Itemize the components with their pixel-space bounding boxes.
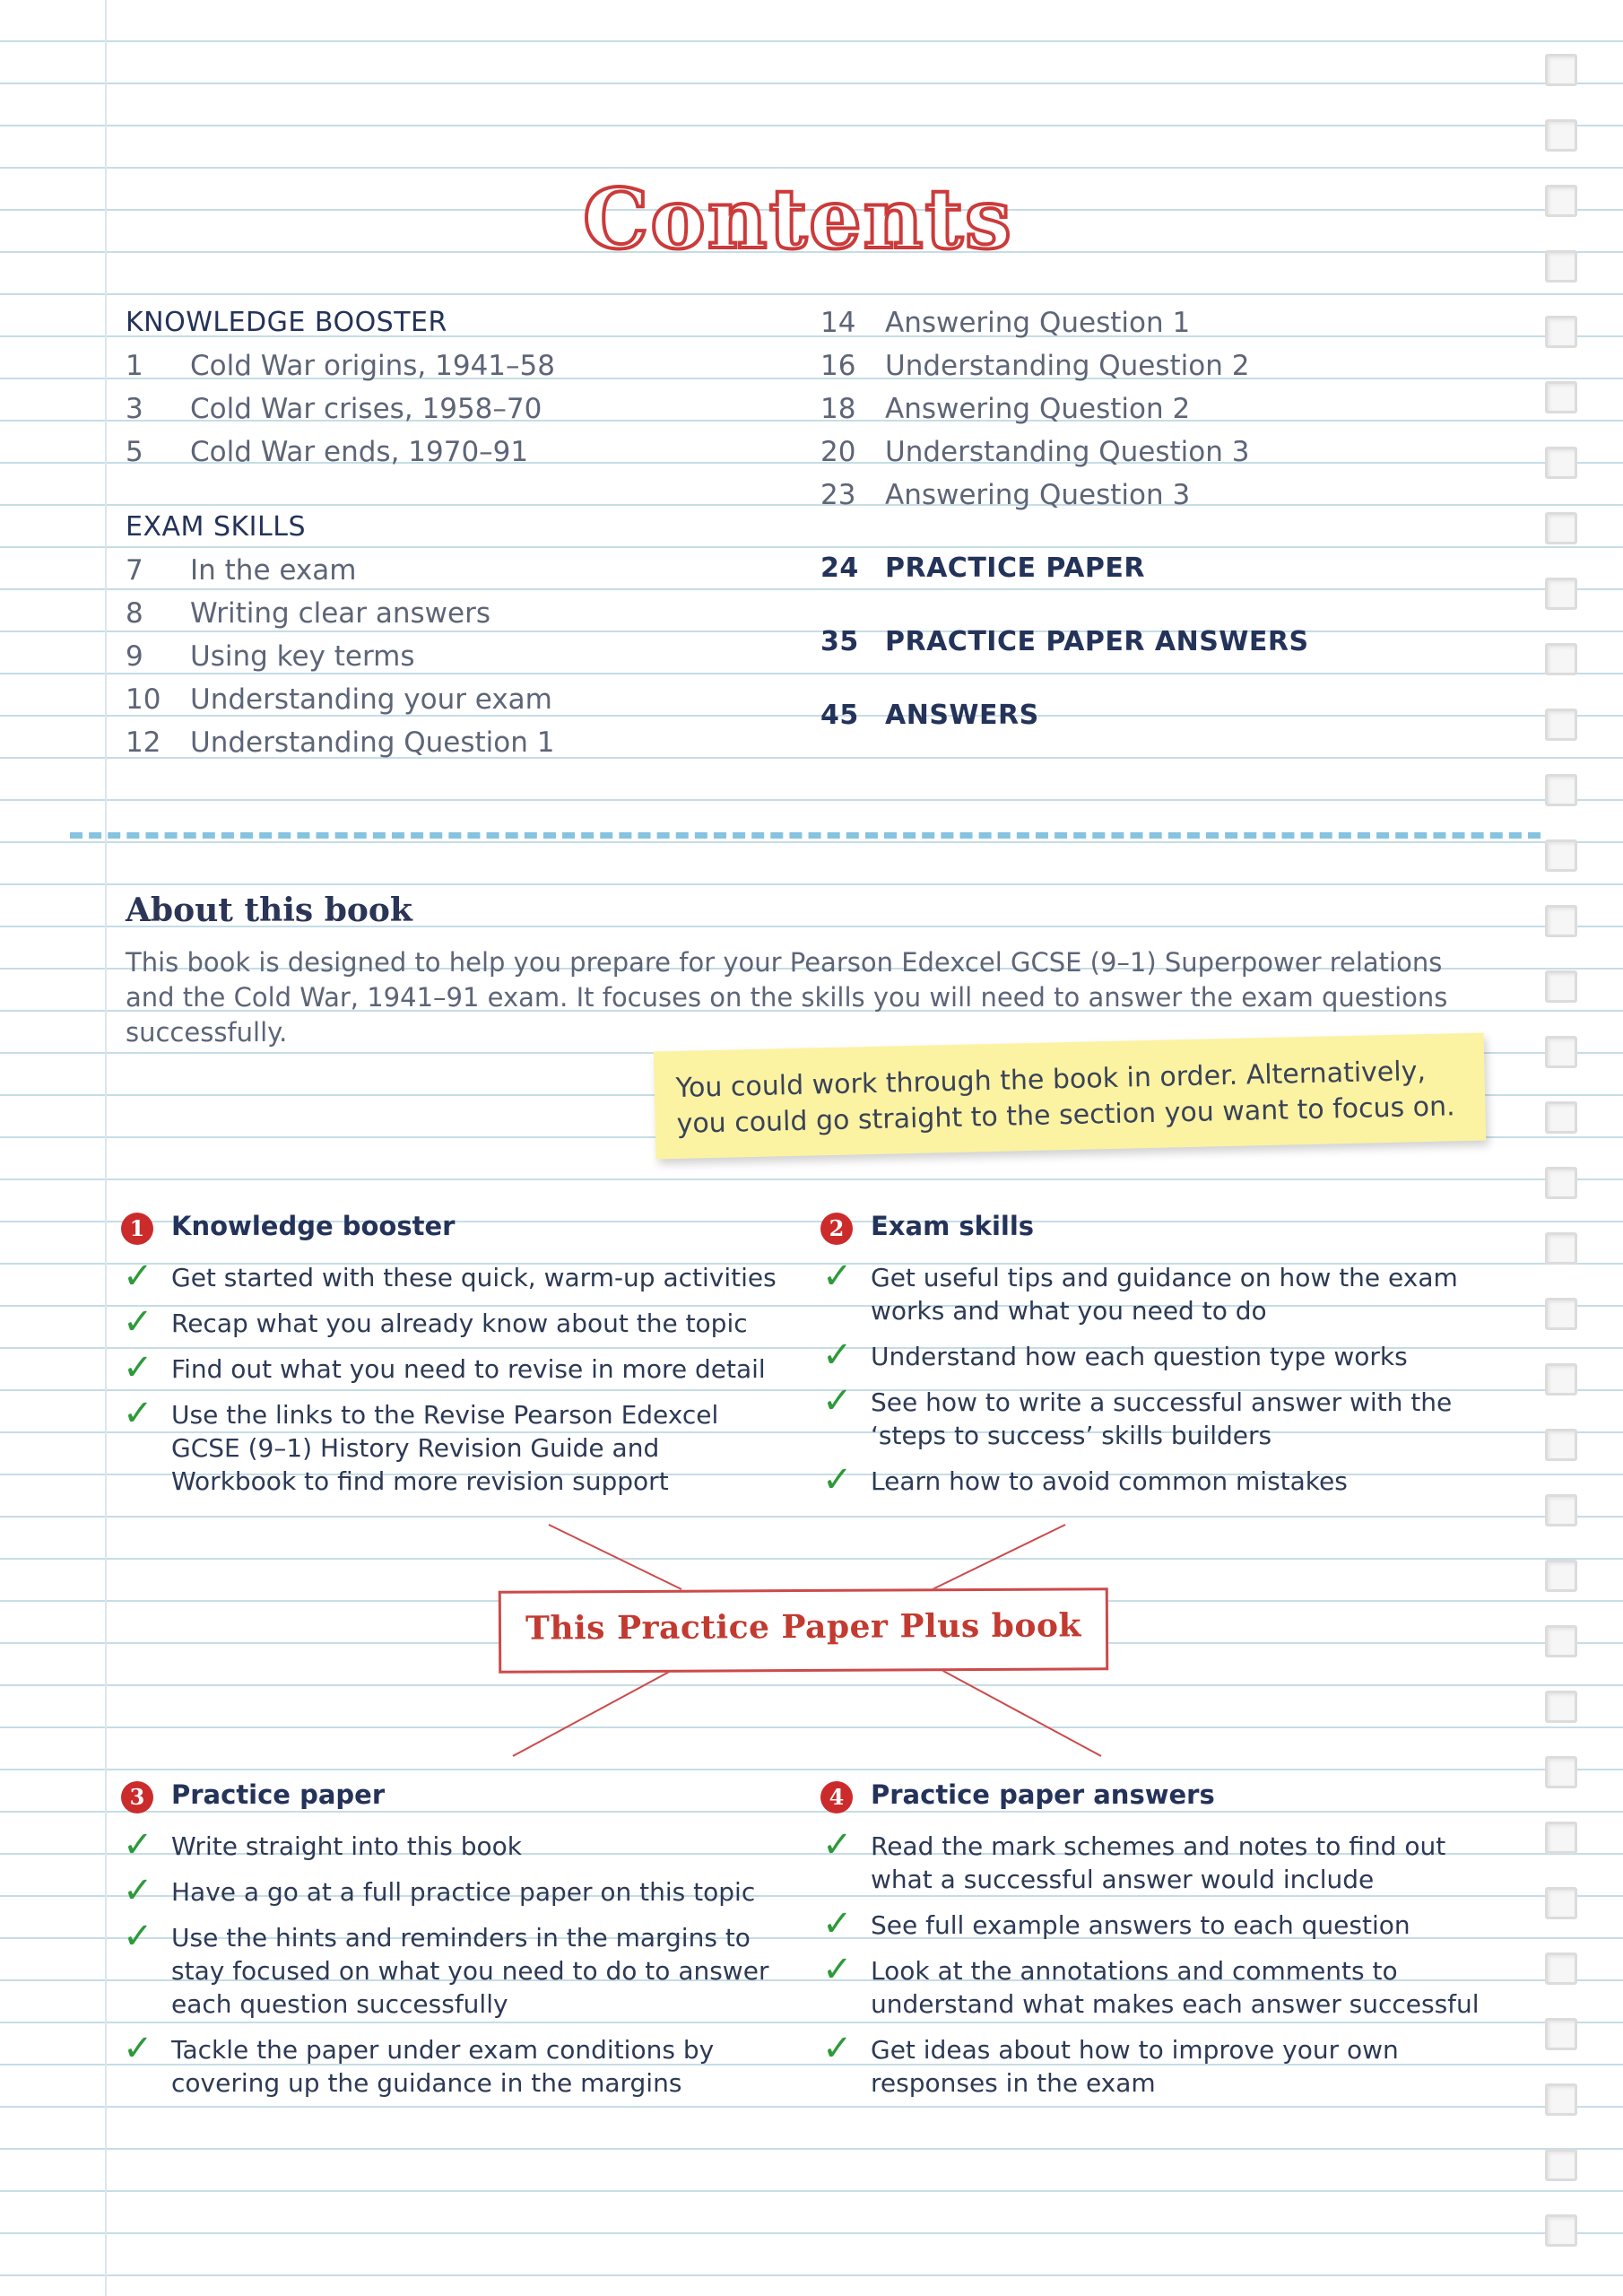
toc-entry[interactable] bbox=[126, 350, 555, 382]
toc-entry-label: Answering Question 2 bbox=[885, 393, 1191, 425]
sticky-note-text: You could work through the book in order. Alternatively, you could go straight to the section you want to focus on. bbox=[675, 1055, 1455, 1140]
toc-page-number: 18 bbox=[820, 393, 856, 425]
toc-entry[interactable] bbox=[126, 726, 554, 759]
toc-entry-label: Cold War crises, 1958–70 bbox=[190, 393, 542, 425]
binding-ring bbox=[1545, 2018, 1577, 2050]
feature-item-text: Find out what you need to revise in more detail bbox=[171, 1354, 766, 1384]
about-text: This book is designed to help you prepare for your Pearson Edexcel GCSE (9–1) Superpower relations and the Cold War, 1941–91 exam. It focuses on the skills you will need to answer the exam questions successfully. bbox=[126, 947, 1448, 1048]
toc-entry-label: Cold War ends, 1970–91 bbox=[190, 436, 529, 468]
toc-page-number: 16 bbox=[820, 350, 856, 382]
binding-ring bbox=[1545, 1494, 1577, 1526]
toc-entry[interactable] bbox=[126, 683, 552, 716]
toc-entry[interactable] bbox=[126, 436, 528, 468]
toc-page-number: 24 bbox=[820, 552, 859, 584]
toc-entry-label: PRACTICE PAPER ANSWERS bbox=[885, 626, 1309, 657]
feature-section-header bbox=[121, 1207, 803, 1248]
feature-item bbox=[820, 1459, 1502, 1500]
feature-section bbox=[820, 1207, 1502, 1498]
binding-ring bbox=[1545, 1363, 1577, 1396]
section-divider bbox=[70, 832, 1541, 839]
feature-item-text: Have a go at a full practice paper on this topic bbox=[171, 1877, 756, 1907]
check-icon: ✓ bbox=[123, 1870, 153, 1911]
feature-item bbox=[820, 1903, 1502, 1944]
toc-major-entry[interactable] bbox=[820, 552, 1145, 584]
feature-item bbox=[121, 1393, 763, 1498]
binding-ring bbox=[1545, 774, 1577, 806]
feature-item-text: See full example answers to each question bbox=[871, 1910, 1410, 1940]
binding-ring bbox=[1545, 2149, 1577, 2181]
toc-page-number: 3 bbox=[126, 393, 143, 425]
feature-item bbox=[121, 1916, 799, 2021]
toc-page-number: 7 bbox=[126, 554, 143, 587]
binding-ring bbox=[1545, 2083, 1577, 2116]
binding-ring bbox=[1545, 1887, 1577, 1919]
feature-item bbox=[121, 2028, 763, 2100]
sticky-note bbox=[654, 1033, 1486, 1160]
toc-entry-label: In the exam bbox=[190, 554, 357, 587]
binding-ring bbox=[1545, 2214, 1577, 2247]
toc-entry-label: PRACTICE PAPER bbox=[885, 552, 1145, 584]
toc-entry[interactable] bbox=[126, 597, 490, 630]
banner-line bbox=[513, 1670, 673, 1756]
section-number-badge: 4 bbox=[820, 1781, 853, 1813]
check-icon: ✓ bbox=[123, 1393, 153, 1434]
toc-page-number: 10 bbox=[126, 683, 161, 716]
feature-item-text: Recap what you already know about the topic bbox=[171, 1309, 748, 1338]
binding-ring bbox=[1545, 1232, 1577, 1265]
feature-item bbox=[121, 1347, 803, 1388]
feature-section-header bbox=[820, 1207, 1502, 1248]
toc-page-number: 12 bbox=[126, 726, 161, 759]
feature-section bbox=[820, 1776, 1502, 2100]
feature-item-text: Look at the annotations and comments to understand what makes each answer successful bbox=[871, 1956, 1480, 2019]
binding-ring bbox=[1545, 1560, 1577, 1592]
toc-entry[interactable] bbox=[126, 640, 415, 673]
toc-entry-label: Understanding Question 1 bbox=[190, 726, 555, 759]
binding-ring bbox=[1545, 1167, 1577, 1199]
binding-ring bbox=[1545, 1298, 1577, 1330]
feature-item bbox=[121, 1301, 803, 1343]
toc-entry[interactable] bbox=[820, 307, 1190, 339]
feature-section-header bbox=[820, 1776, 1502, 1817]
binding-ring bbox=[1545, 1036, 1577, 1068]
binding-ring bbox=[1545, 119, 1577, 152]
toc-page-number: 8 bbox=[126, 597, 143, 630]
check-icon: ✓ bbox=[822, 1949, 853, 1990]
feature-item-text: Get started with these quick, warm-up activities bbox=[171, 1263, 777, 1292]
toc-page-number: 1 bbox=[126, 350, 143, 382]
binding-ring bbox=[1545, 381, 1577, 413]
toc-entry[interactable] bbox=[820, 393, 1190, 425]
check-icon: ✓ bbox=[123, 1347, 153, 1388]
binding-ring bbox=[1545, 316, 1577, 348]
feature-section-title: Knowledge booster bbox=[171, 1211, 456, 1241]
binding-ring bbox=[1545, 970, 1577, 1003]
feature-item bbox=[820, 1824, 1480, 1896]
toc-section-heading: KNOWLEDGE BOOSTER bbox=[126, 307, 447, 338]
check-icon: ✓ bbox=[822, 1335, 853, 1376]
toc-page-number: 9 bbox=[126, 640, 143, 673]
feature-section-title: Practice paper answers bbox=[871, 1779, 1215, 1810]
toc-entry[interactable] bbox=[126, 393, 542, 425]
feature-item bbox=[820, 1335, 1502, 1376]
binding-ring bbox=[1545, 1625, 1577, 1657]
toc-page-number: 45 bbox=[820, 700, 859, 731]
toc-entry-label: Writing clear answers bbox=[190, 597, 491, 630]
binding-ring bbox=[1545, 709, 1577, 741]
banner-line bbox=[942, 1670, 1101, 1756]
toc-entry-label: Answering Question 1 bbox=[885, 307, 1191, 339]
check-icon: ✓ bbox=[123, 1916, 153, 1957]
binding-ring bbox=[1545, 512, 1577, 544]
toc-page-number: 20 bbox=[820, 436, 856, 468]
toc-entry-label: Understanding Question 3 bbox=[885, 436, 1250, 468]
feature-item bbox=[820, 1256, 1480, 1327]
feature-item bbox=[820, 1949, 1498, 2021]
banner-line bbox=[933, 1525, 1065, 1589]
check-icon: ✓ bbox=[822, 1824, 853, 1866]
toc-entry-label: Cold War origins, 1941–58 bbox=[190, 350, 555, 382]
toc-major-entry[interactable] bbox=[820, 700, 1039, 731]
binding-ring bbox=[1545, 1756, 1577, 1788]
feature-item-text: Use the hints and reminders in the margins to stay focused on what you need to do to answer each question successfully bbox=[171, 1923, 769, 2019]
binding-ring bbox=[1545, 1822, 1577, 1854]
binding-ring bbox=[1545, 1952, 1577, 1985]
feature-section-header bbox=[121, 1776, 803, 1817]
binding-ring bbox=[1545, 54, 1577, 86]
feature-item-text: Get useful tips and guidance on how the exam works and what you need to do bbox=[871, 1263, 1458, 1326]
toc-entry-label: Understanding Question 2 bbox=[885, 350, 1250, 382]
binding-ring bbox=[1545, 1101, 1577, 1134]
section-number-badge: 2 bbox=[820, 1213, 853, 1245]
check-icon: ✓ bbox=[123, 1301, 153, 1343]
toc-entry-label: Answering Question 3 bbox=[885, 479, 1191, 511]
page-title: Contents bbox=[583, 170, 1013, 267]
toc-entry[interactable] bbox=[820, 350, 1249, 382]
toc-major-entry[interactable] bbox=[820, 626, 1309, 657]
section-number-badge: 3 bbox=[121, 1781, 153, 1813]
check-icon: ✓ bbox=[822, 1903, 853, 1944]
banner-box bbox=[499, 1587, 1108, 1674]
feature-item bbox=[820, 1380, 1498, 1452]
toc-entry[interactable] bbox=[126, 554, 356, 587]
feature-item-text: Tackle the paper under exam conditions by covering up the guidance in the margins bbox=[171, 2035, 715, 2098]
feature-section-title: Exam skills bbox=[871, 1211, 1035, 1241]
feature-item bbox=[121, 1870, 803, 1911]
toc-page-number: 14 bbox=[820, 307, 856, 339]
check-icon: ✓ bbox=[123, 2028, 153, 2069]
about-heading: About this book bbox=[126, 891, 412, 929]
feature-item-text: Understand how each question type works bbox=[871, 1342, 1408, 1371]
binding-ring bbox=[1545, 1429, 1577, 1461]
feature-item-text: Use the links to the Revise Pearson Edexcel GCSE (9–1) History Revision Guide and Workbook to find more revision support bbox=[171, 1400, 719, 1496]
binding-ring bbox=[1545, 839, 1577, 872]
feature-item-text: Learn how to avoid common mistakes bbox=[871, 1466, 1348, 1496]
binding-ring bbox=[1545, 905, 1577, 937]
toc-page-number: 35 bbox=[820, 626, 859, 657]
feature-item bbox=[121, 1824, 803, 1866]
toc-entry[interactable] bbox=[820, 436, 1249, 468]
toc-section-heading: EXAM SKILLS bbox=[126, 511, 306, 543]
feature-item-text: Read the mark schemes and notes to find out what a successful answer would include bbox=[871, 1831, 1446, 1894]
toc-page-number: 23 bbox=[820, 479, 856, 511]
section-number-badge: 1 bbox=[121, 1213, 153, 1245]
check-icon: ✓ bbox=[822, 1380, 853, 1422]
binding-ring bbox=[1545, 447, 1577, 479]
banner-line bbox=[549, 1525, 681, 1589]
feature-item bbox=[121, 1256, 803, 1297]
check-icon: ✓ bbox=[822, 1459, 853, 1500]
check-icon: ✓ bbox=[123, 1824, 153, 1866]
check-icon: ✓ bbox=[822, 2028, 853, 2069]
check-icon: ✓ bbox=[123, 1256, 153, 1297]
feature-section bbox=[121, 1207, 803, 1498]
binding-ring bbox=[1545, 1691, 1577, 1723]
toc-entry[interactable] bbox=[820, 479, 1190, 511]
feature-section-title: Practice paper bbox=[171, 1779, 386, 1810]
toc-entry-label: ANSWERS bbox=[885, 700, 1039, 731]
margin-line bbox=[105, 0, 107, 2296]
banner-text: This Practice Paper Plus book bbox=[525, 1606, 1081, 1648]
feature-section bbox=[121, 1776, 803, 2100]
binding-ring bbox=[1545, 643, 1577, 675]
check-icon: ✓ bbox=[822, 1256, 853, 1297]
feature-item-text: Get ideas about how to improve your own responses in the exam bbox=[871, 2035, 1399, 2098]
feature-item-text: See how to write a successful answer with the ‘steps to success’ skills builders bbox=[871, 1387, 1453, 1450]
toc-entry-label: Understanding your exam bbox=[190, 683, 552, 716]
toc-entry-label: Using key terms bbox=[190, 640, 415, 673]
feature-item-text: Write straight into this book bbox=[171, 1831, 523, 1861]
binding-ring bbox=[1545, 578, 1577, 610]
feature-item bbox=[820, 2028, 1445, 2100]
toc-page-number: 5 bbox=[126, 436, 143, 468]
